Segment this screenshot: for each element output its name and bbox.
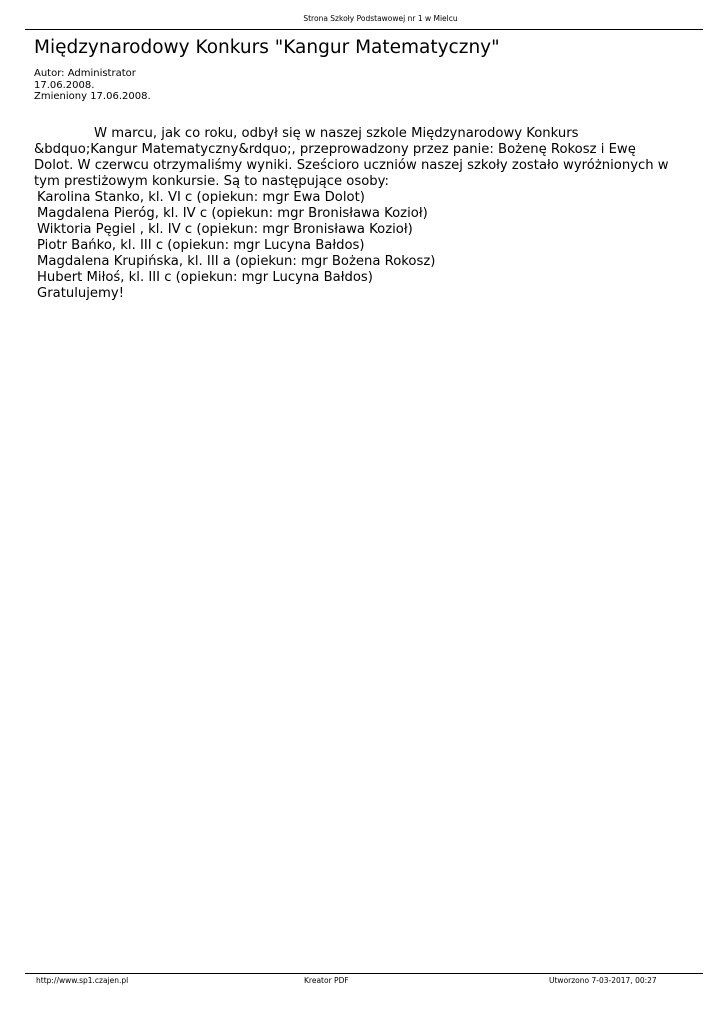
article-meta: [34, 68, 151, 103]
article-body: [34, 126, 674, 302]
winner-item: Wiktoria Pęgiel , kl. IV c (opiekun: mgr Bronisława Kozioł): [37, 222, 413, 237]
modified-line: Zmieniony 17.06.2008.: [34, 91, 151, 102]
article-title: Międzynarodowy Konkurs "Kangur Matematyczny": [34, 37, 500, 58]
closing-line: Gratulujemy!: [37, 286, 124, 301]
footer-divider: [25, 973, 703, 974]
footer-generator: Kreator PDF: [304, 976, 349, 985]
page-header: Strona Szkoły Podstawowej nr 1 w Mielcu: [303, 14, 458, 23]
footer-created: Utworzono 7-03-2017, 00:27: [549, 976, 657, 985]
winner-item: Piotr Bańko, kl. III c (opiekun: mgr Lucyna Bałdos): [37, 238, 365, 253]
header-divider: [25, 29, 703, 30]
winner-item: Hubert Miłoś, kl. III c (opiekun: mgr Lucyna Bałdos): [37, 270, 373, 285]
author-line: Autor: Administrator: [34, 68, 136, 79]
winner-item: Karolina Stanko, kl. VI c (opiekun: mgr Ewa Dolot): [37, 190, 365, 205]
footer-url: http://www.sp1.czajen.pl: [36, 976, 129, 985]
winner-item: Magdalena Krupińska, kl. III a (opiekun: mgr Bożena Rokosz): [37, 254, 436, 269]
created-date: 17.06.2008.: [34, 79, 95, 91]
winner-item: Magdalena Pieróg, kl. IV c (opiekun: mgr Bronisława Kozioł): [37, 206, 428, 221]
article-intro: W marcu, jak co roku, odbył się w naszej szkole Międzynarodowy Konkurs &bdquo;Kangur Matematyczny&rdquo;, przeprowadzony przez panie: Bożenę Rokosz i Ewę Dolot. W czerwcu otrzymaliśmy wyniki. Sześcioro uczniów naszej szkoły zostało wyróżnionych w tym prestiżowym konkursie. Są to następujące osoby:: [34, 126, 669, 189]
